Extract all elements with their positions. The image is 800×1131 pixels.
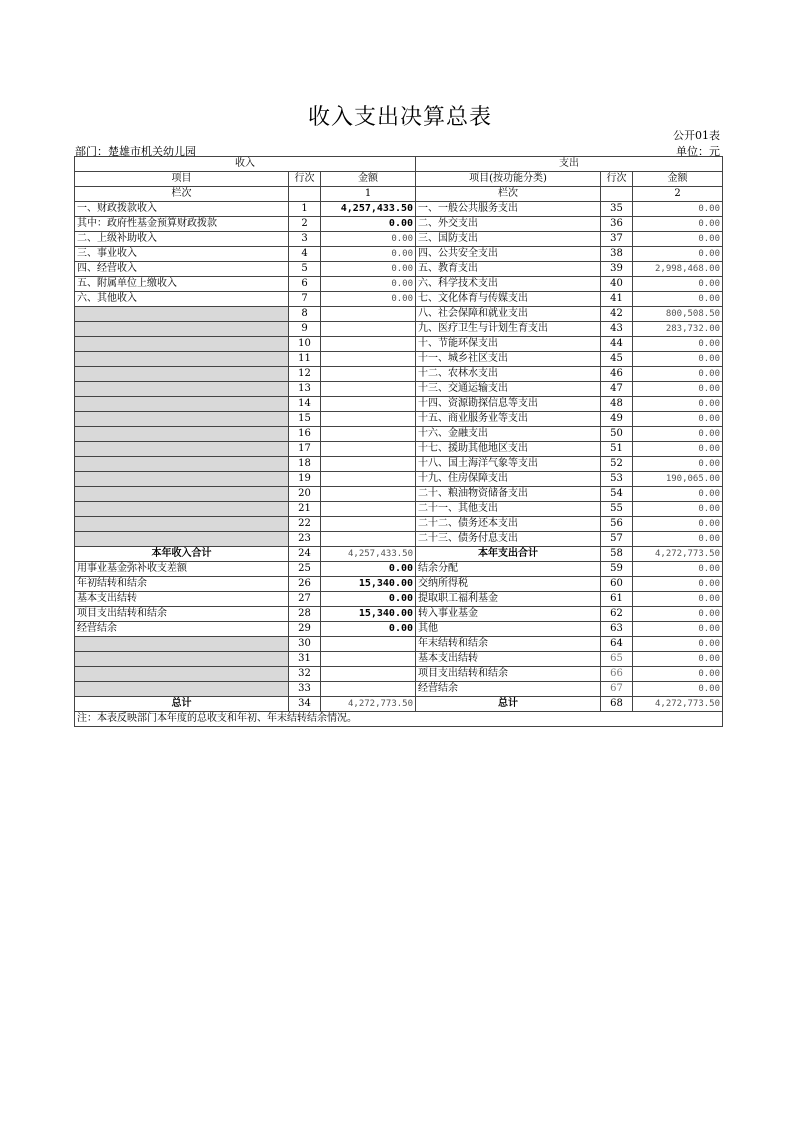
left-amount: 4,272,773.50: [321, 697, 416, 712]
left-line-no: 9: [289, 322, 321, 337]
left-item: 经营结余: [75, 622, 289, 637]
left-item: 二、上级补助收入: [75, 232, 289, 247]
right-line-no: 51: [601, 442, 633, 457]
left-line-no: 11: [289, 352, 321, 367]
right-line-no: 39: [601, 262, 633, 277]
left-item: [75, 367, 289, 382]
report-title: 收入支出决算总表: [307, 105, 492, 130]
left-item: 一、财政拨款收入: [75, 202, 289, 217]
left-item: [75, 652, 289, 667]
left-item: [75, 532, 289, 547]
left-item: [75, 442, 289, 457]
left-amount: [321, 637, 416, 652]
left-line-no: 33: [289, 682, 321, 697]
column-index-row: [75, 187, 723, 202]
right-amount: 0.00: [633, 412, 723, 427]
right-amount: 0.00: [633, 652, 723, 667]
left-item: 其中：政府性基金预算财政拨款: [75, 217, 289, 232]
right-item: 十九、住房保障支出: [416, 472, 601, 487]
right-line-no: 53: [601, 472, 633, 487]
left-line-no: 29: [289, 622, 321, 637]
right-line-no: 66: [601, 667, 633, 682]
right-amount: 0.00: [633, 232, 723, 247]
right-amount: 0.00: [633, 532, 723, 547]
unit-label: 单位：元: [676, 145, 720, 158]
right-item: 十一、城乡社区支出: [416, 352, 601, 367]
table-row: [75, 667, 723, 682]
table-row: [75, 217, 723, 232]
table-note: 注：本表反映部门本年度的总收支和年初、年末结转结余情况。: [75, 712, 723, 727]
right-line-no: 61: [601, 592, 633, 607]
left-line-no: 7: [289, 292, 321, 307]
table-row: [75, 592, 723, 607]
left-amount: 15,340.00: [321, 607, 416, 622]
right-item: 六、科学技术支出: [416, 277, 601, 292]
left-item: [75, 427, 289, 442]
right-item: 经营结余: [416, 682, 601, 697]
left-amount: 0.00: [321, 592, 416, 607]
left-line-no: 16: [289, 427, 321, 442]
left-line-no: 23: [289, 532, 321, 547]
item-header: 项目: [75, 172, 289, 187]
right-item: 二十、粮油物资储备支出: [416, 487, 601, 502]
left-item: 总计: [75, 697, 289, 712]
left-line-no: 18: [289, 457, 321, 472]
left-item: 基本支出结转: [75, 592, 289, 607]
right-amount: 0.00: [633, 247, 723, 262]
right-amount: 0.00: [633, 622, 723, 637]
right-item: 转入事业基金: [416, 607, 601, 622]
left-amount: 0.00: [321, 562, 416, 577]
right-item: 十、节能环保支出: [416, 337, 601, 352]
left-line-no: 25: [289, 562, 321, 577]
table-row: [75, 547, 723, 562]
right-amount: 0.00: [633, 682, 723, 697]
right-item: 年末结转和结余: [416, 637, 601, 652]
table-row: [75, 487, 723, 502]
table-row: [75, 697, 723, 712]
left-line-no: 15: [289, 412, 321, 427]
left-line-no: 8: [289, 307, 321, 322]
department-label: 部门：楚雄市机关幼儿园: [75, 145, 196, 158]
right-line-no: 48: [601, 397, 633, 412]
left-line-no: 28: [289, 607, 321, 622]
left-item: [75, 502, 289, 517]
left-line-no: 3: [289, 232, 321, 247]
right-line-no: 40: [601, 277, 633, 292]
amount-header-right: 金额: [633, 172, 723, 187]
income-header: 收入: [75, 157, 416, 172]
note-row: [75, 712, 723, 727]
right-amount: 4,272,773.50: [633, 547, 723, 562]
right-line-no: 68: [601, 697, 633, 712]
left-amount: 4,257,433.50: [321, 202, 416, 217]
right-amount: 0.00: [633, 637, 723, 652]
table-row: [75, 322, 723, 337]
right-item: 十四、资源勘探信息等支出: [416, 397, 601, 412]
right-amount: 0.00: [633, 352, 723, 367]
right-line-no: 47: [601, 382, 633, 397]
left-amount: [321, 457, 416, 472]
table-row: [75, 562, 723, 577]
right-line-no: 42: [601, 307, 633, 322]
right-item: 二、外交支出: [416, 217, 601, 232]
right-amount: 0.00: [633, 517, 723, 532]
column-index-blank-right: [601, 187, 633, 202]
header-row-columns: [75, 172, 723, 187]
right-item: 提取职工福利基金: [416, 592, 601, 607]
right-item: 一、一般公共服务支出: [416, 202, 601, 217]
right-amount: 0.00: [633, 397, 723, 412]
left-item: [75, 337, 289, 352]
left-amount: 0.00: [321, 262, 416, 277]
right-amount: 0.00: [633, 427, 723, 442]
right-line-no: 57: [601, 532, 633, 547]
left-amount: 0.00: [321, 277, 416, 292]
left-amount: [321, 412, 416, 427]
left-amount: [321, 682, 416, 697]
table-row: [75, 622, 723, 637]
right-amount: 2,998,468.00: [633, 262, 723, 277]
left-line-no: 30: [289, 637, 321, 652]
table-row: [75, 352, 723, 367]
left-line-no: 20: [289, 487, 321, 502]
right-line-no: 62: [601, 607, 633, 622]
right-line-no: 43: [601, 322, 633, 337]
left-amount: [321, 502, 416, 517]
right-amount: 0.00: [633, 382, 723, 397]
left-item: 五、附属单位上缴收入: [75, 277, 289, 292]
form-code: 公开01表: [673, 129, 720, 142]
right-line-no: 38: [601, 247, 633, 262]
left-item: 六、其他收入: [75, 292, 289, 307]
right-amount: 0.00: [633, 367, 723, 382]
left-amount: [321, 517, 416, 532]
right-line-no: 35: [601, 202, 633, 217]
left-amount: [321, 442, 416, 457]
left-amount: [321, 487, 416, 502]
right-item: 八、社会保障和就业支出: [416, 307, 601, 322]
left-item: [75, 667, 289, 682]
right-line-no: 45: [601, 352, 633, 367]
right-amount: 0.00: [633, 592, 723, 607]
right-amount: 800,508.50: [633, 307, 723, 322]
right-amount: 0.00: [633, 667, 723, 682]
right-amount: 0.00: [633, 277, 723, 292]
column-label: 栏次: [75, 187, 289, 202]
right-line-no: 54: [601, 487, 633, 502]
right-amount: 0.00: [633, 442, 723, 457]
column-label-right: 栏次: [416, 187, 601, 202]
left-item: [75, 682, 289, 697]
table-row: [75, 607, 723, 622]
right-item: 十七、援助其他地区支出: [416, 442, 601, 457]
table-row: [75, 277, 723, 292]
left-amount: 0.00: [321, 217, 416, 232]
left-amount: 0.00: [321, 247, 416, 262]
table-row: [75, 427, 723, 442]
table-row: [75, 307, 723, 322]
left-item: [75, 487, 289, 502]
right-amount: 283,732.00: [633, 322, 723, 337]
table-row: [75, 337, 723, 352]
table-row: [75, 532, 723, 547]
table-row: [75, 397, 723, 412]
right-item: 总计: [416, 697, 601, 712]
right-line-no: 64: [601, 637, 633, 652]
column-index-1: 1: [321, 187, 416, 202]
left-line-no: 12: [289, 367, 321, 382]
left-amount: [321, 427, 416, 442]
right-line-no: 46: [601, 367, 633, 382]
right-line-no: 56: [601, 517, 633, 532]
left-item: [75, 637, 289, 652]
right-item: 结余分配: [416, 562, 601, 577]
item-func-header: 项目(按功能分类): [416, 172, 601, 187]
right-line-no: 55: [601, 502, 633, 517]
left-amount: [321, 352, 416, 367]
right-line-no: 41: [601, 292, 633, 307]
left-amount: 0.00: [321, 292, 416, 307]
left-line-no: 13: [289, 382, 321, 397]
right-item: 十二、农林水支出: [416, 367, 601, 382]
right-item: 二十一、其他支出: [416, 502, 601, 517]
table-row: [75, 502, 723, 517]
table-row: [75, 262, 723, 277]
table-row: [75, 577, 723, 592]
table-row: [75, 232, 723, 247]
left-item: [75, 472, 289, 487]
left-line-no: 10: [289, 337, 321, 352]
right-item: 项目支出结转和结余: [416, 667, 601, 682]
right-line-no: 52: [601, 457, 633, 472]
amount-header: 金额: [321, 172, 416, 187]
right-item: 九、医疗卫生与计划生育支出: [416, 322, 601, 337]
right-line-no: 58: [601, 547, 633, 562]
left-line-no: 21: [289, 502, 321, 517]
right-item: 七、文化体育与传媒支出: [416, 292, 601, 307]
left-item: 项目支出结转和结余: [75, 607, 289, 622]
left-line-no: 19: [289, 472, 321, 487]
right-line-no: 50: [601, 427, 633, 442]
table-row: [75, 457, 723, 472]
left-item: [75, 322, 289, 337]
right-item: 十八、国土海洋气象等支出: [416, 457, 601, 472]
left-line-no: 32: [289, 667, 321, 682]
left-amount: [321, 307, 416, 322]
expense-header: 支出: [416, 157, 723, 172]
table-row: [75, 682, 723, 697]
left-item: 年初结转和结余: [75, 577, 289, 592]
right-amount: 0.00: [633, 607, 723, 622]
right-item: 其他: [416, 622, 601, 637]
right-item: 二十二、债务还本支出: [416, 517, 601, 532]
right-item: 二十三、债务付息支出: [416, 532, 601, 547]
left-item: [75, 517, 289, 532]
left-line-no: 22: [289, 517, 321, 532]
right-item: 基本支出结转: [416, 652, 601, 667]
left-line-no: 6: [289, 277, 321, 292]
right-item: 十六、金融支出: [416, 427, 601, 442]
table-row: [75, 442, 723, 457]
left-amount: [321, 532, 416, 547]
table-row: [75, 412, 723, 427]
left-item: [75, 412, 289, 427]
right-item: 交纳所得税: [416, 577, 601, 592]
left-line-no: 1: [289, 202, 321, 217]
line-no-header: 行次: [289, 172, 321, 187]
left-item: 四、经营收入: [75, 262, 289, 277]
right-amount: 0.00: [633, 217, 723, 232]
right-line-no: 63: [601, 622, 633, 637]
left-amount: 0.00: [321, 232, 416, 247]
right-amount: 0.00: [633, 292, 723, 307]
left-line-no: 27: [289, 592, 321, 607]
right-item: 五、教育支出: [416, 262, 601, 277]
right-amount: 4,272,773.50: [633, 697, 723, 712]
right-line-no: 49: [601, 412, 633, 427]
left-item: [75, 352, 289, 367]
column-index-2: 2: [633, 187, 723, 202]
table-row: [75, 472, 723, 487]
table-row: [75, 247, 723, 262]
left-amount: 0.00: [321, 622, 416, 637]
left-line-no: 14: [289, 397, 321, 412]
left-amount: [321, 472, 416, 487]
right-line-no: 65: [601, 652, 633, 667]
right-line-no: 44: [601, 337, 633, 352]
right-amount: 0.00: [633, 202, 723, 217]
right-amount: 0.00: [633, 502, 723, 517]
left-amount: [321, 367, 416, 382]
left-item: [75, 307, 289, 322]
right-line-no: 36: [601, 217, 633, 232]
table-row: [75, 637, 723, 652]
left-line-no: 31: [289, 652, 321, 667]
right-item: 十五、商业服务业等支出: [416, 412, 601, 427]
left-amount: [321, 397, 416, 412]
right-line-no: 59: [601, 562, 633, 577]
left-line-no: 24: [289, 547, 321, 562]
left-line-no: 17: [289, 442, 321, 457]
table-row: [75, 202, 723, 217]
right-line-no: 60: [601, 577, 633, 592]
right-item: 十三、交通运输支出: [416, 382, 601, 397]
left-amount: [321, 322, 416, 337]
left-line-no: 2: [289, 217, 321, 232]
left-item: 用事业基金弥补收支差额: [75, 562, 289, 577]
left-line-no: 4: [289, 247, 321, 262]
right-item: 三、国防支出: [416, 232, 601, 247]
left-line-no: 26: [289, 577, 321, 592]
left-item: 本年收入合计: [75, 547, 289, 562]
right-amount: 0.00: [633, 487, 723, 502]
table-row: [75, 292, 723, 307]
right-line-no: 37: [601, 232, 633, 247]
right-amount: 0.00: [633, 577, 723, 592]
left-amount: [321, 337, 416, 352]
table-row: [75, 367, 723, 382]
left-amount: [321, 382, 416, 397]
left-amount: [321, 667, 416, 682]
table-row: [75, 517, 723, 532]
right-item: 四、公共安全支出: [416, 247, 601, 262]
right-amount: 190,065.00: [633, 472, 723, 487]
left-item: [75, 457, 289, 472]
right-amount: 0.00: [633, 562, 723, 577]
column-index-blank: [289, 187, 321, 202]
line-no-header-right: 行次: [601, 172, 633, 187]
left-amount: 15,340.00: [321, 577, 416, 592]
income-expense-table: [74, 156, 723, 727]
right-amount: 0.00: [633, 337, 723, 352]
header-row-sections: [75, 157, 723, 172]
right-amount: 0.00: [633, 457, 723, 472]
left-amount: 4,257,433.50: [321, 547, 416, 562]
left-item: [75, 397, 289, 412]
left-line-no: 5: [289, 262, 321, 277]
right-line-no: 67: [601, 682, 633, 697]
table-row: [75, 652, 723, 667]
right-item: 本年支出合计: [416, 547, 601, 562]
left-line-no: 34: [289, 697, 321, 712]
left-item: [75, 382, 289, 397]
table-row: [75, 382, 723, 397]
left-amount: [321, 652, 416, 667]
left-item: 三、事业收入: [75, 247, 289, 262]
